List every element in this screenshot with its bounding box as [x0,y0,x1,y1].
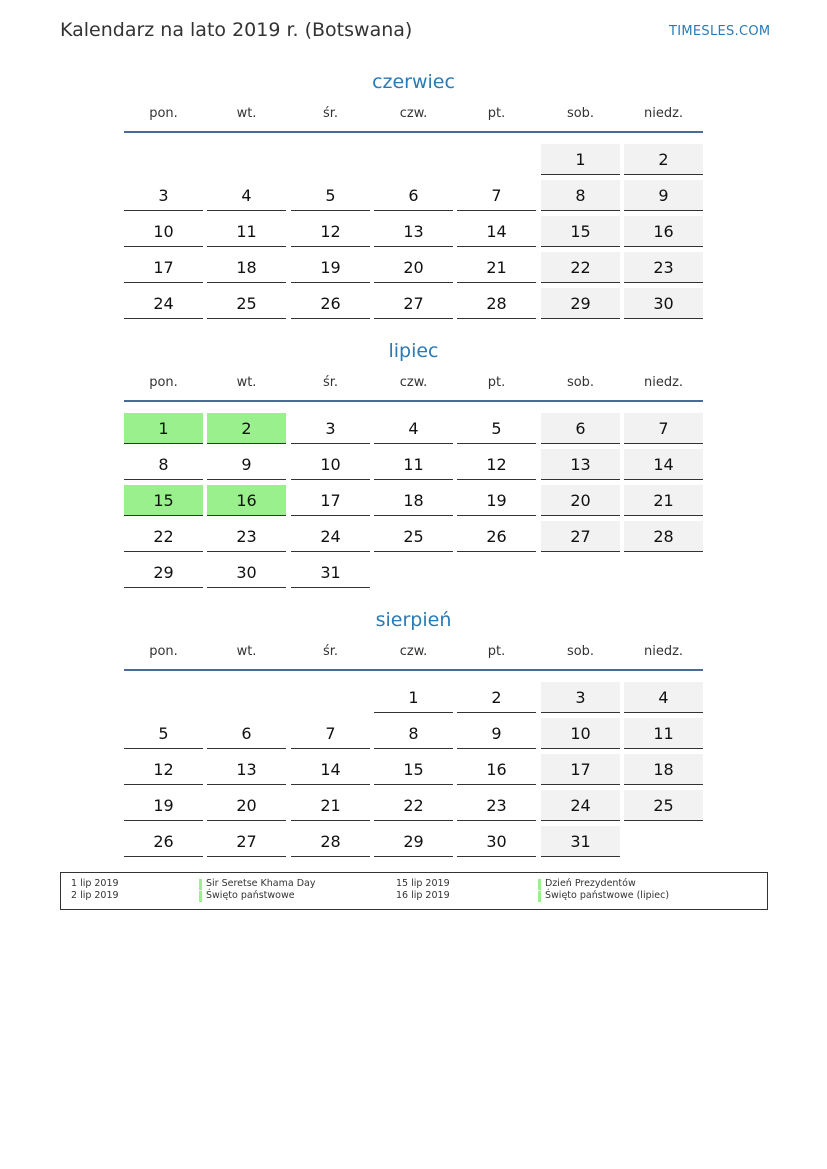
weekday-label: niedz. [643,644,684,659]
weekday-label: pt. [487,106,506,121]
header-rule [124,131,703,133]
weekday-header [124,106,703,126]
weekday-label: sob. [566,106,595,121]
legend-date: 2 lip 2019 [71,890,119,901]
day-cell: 16 [457,754,536,785]
day-cell: 7 [457,180,536,211]
header-rule [124,669,703,671]
month-name: sierpień [375,609,452,631]
legend-holiday-marker [538,879,541,890]
day-cell: 25 [624,790,703,821]
day-cell: 26 [457,521,536,552]
day-cell: 13 [541,449,620,480]
month-2 [124,608,703,851]
day-cell: 20 [207,790,286,821]
month-name: lipiec [388,340,439,362]
weekday-label: pt. [487,644,506,659]
legend-holiday-marker [199,879,202,890]
legend-holiday-name: Święto państwowe [206,890,295,901]
legend-date: 16 lip 2019 [396,890,450,901]
day-cell: 17 [124,252,203,283]
page-title: Kalendarz na lato 2019 r. (Botswana) [60,19,413,41]
day-cell: 31 [291,557,370,588]
day-cell: 8 [124,449,203,480]
day-cell: 13 [207,754,286,785]
month-1 [124,339,703,582]
day-cell: 8 [541,180,620,211]
day-cell: 23 [207,521,286,552]
day-cell: 18 [207,252,286,283]
weekday-header [124,644,703,664]
legend-holiday-marker [538,891,541,902]
day-cell: 10 [124,216,203,247]
weekday-label: czw. [399,644,428,659]
day-cell: 1 [541,144,620,175]
legend-holiday-name: Sir Seretse Khama Day [206,878,316,889]
day-cell: 2 [457,682,536,713]
day-cell: 21 [457,252,536,283]
day-cell: 4 [207,180,286,211]
day-cell: 29 [374,826,453,857]
day-cell: 11 [624,718,703,749]
day-cell: 26 [291,288,370,319]
day-cell: 9 [624,180,703,211]
month-0 [124,70,703,313]
day-cell: 19 [124,790,203,821]
day-cell: 28 [457,288,536,319]
day-cell: 19 [291,252,370,283]
day-cell: 28 [291,826,370,857]
holiday-legend [60,872,768,910]
weekday-label: niedz. [643,106,684,121]
legend-holiday-name: Święto państwowe (lipiec) [545,890,670,901]
day-cell: 14 [624,449,703,480]
day-cell: 14 [291,754,370,785]
day-cell: 12 [457,449,536,480]
day-cell: 30 [457,826,536,857]
day-cell: 20 [541,485,620,516]
day-cell: 28 [624,521,703,552]
day-cell: 5 [457,413,536,444]
weekday-label: wt. [236,106,257,121]
weekday-label: czw. [399,375,428,390]
day-cell: 14 [457,216,536,247]
day-cell: 18 [624,754,703,785]
day-cell: 6 [374,180,453,211]
day-cell: 22 [541,252,620,283]
legend-date: 1 lip 2019 [71,878,119,889]
day-cell: 10 [541,718,620,749]
day-cell: 17 [291,485,370,516]
header-rule [124,400,703,402]
day-cell: 15 [541,216,620,247]
day-cell: 15 [124,485,203,516]
weekday-label: śr. [322,106,339,121]
day-cell: 26 [124,826,203,857]
day-cell: 10 [291,449,370,480]
day-cell: 12 [291,216,370,247]
day-cell: 24 [291,521,370,552]
day-cell: 18 [374,485,453,516]
day-cell: 23 [624,252,703,283]
day-cell: 29 [124,557,203,588]
month-name: czerwiec [372,71,455,93]
day-cell: 30 [207,557,286,588]
weekday-header [124,375,703,395]
brand-link[interactable]: TIMESLES.COM [669,24,771,39]
day-cell: 27 [541,521,620,552]
day-cell: 21 [291,790,370,821]
legend-holiday-marker [199,891,202,902]
day-cell: 4 [624,682,703,713]
day-cell: 16 [207,485,286,516]
weekday-label: czw. [399,106,428,121]
day-cell: 11 [207,216,286,247]
day-cell: 2 [207,413,286,444]
day-cell: 24 [541,790,620,821]
day-cell: 31 [541,826,620,857]
weekday-label: pon. [149,106,178,121]
day-cell: 12 [124,754,203,785]
day-cell: 4 [374,413,453,444]
day-cell: 8 [374,718,453,749]
day-cell: 25 [374,521,453,552]
day-cell: 27 [374,288,453,319]
weekday-label: pt. [487,375,506,390]
day-cell: 2 [624,144,703,175]
day-cell: 27 [207,826,286,857]
day-cell: 20 [374,252,453,283]
legend-holiday-name: Dzień Prezydentów [545,878,636,889]
weekday-label: niedz. [643,375,684,390]
weekday-label: sob. [566,644,595,659]
weekday-label: śr. [322,375,339,390]
day-cell: 3 [124,180,203,211]
day-cell: 3 [291,413,370,444]
day-cell: 7 [291,718,370,749]
day-cell: 6 [207,718,286,749]
day-cell: 11 [374,449,453,480]
weekday-label: pon. [149,375,178,390]
day-cell: 9 [207,449,286,480]
weekday-label: wt. [236,644,257,659]
day-cell: 7 [624,413,703,444]
day-cell: 25 [207,288,286,319]
day-cell: 19 [457,485,536,516]
day-cell: 6 [541,413,620,444]
day-cell: 22 [124,521,203,552]
day-cell: 23 [457,790,536,821]
day-cell: 15 [374,754,453,785]
day-cell: 29 [541,288,620,319]
day-cell: 21 [624,485,703,516]
weekday-label: wt. [236,375,257,390]
weekday-label: śr. [322,644,339,659]
day-cell: 17 [541,754,620,785]
day-cell: 5 [124,718,203,749]
day-cell: 1 [124,413,203,444]
day-cell: 13 [374,216,453,247]
day-cell: 22 [374,790,453,821]
day-cell: 24 [124,288,203,319]
weekday-label: pon. [149,644,178,659]
day-cell: 3 [541,682,620,713]
day-cell: 5 [291,180,370,211]
day-cell: 9 [457,718,536,749]
day-cell: 30 [624,288,703,319]
weekday-label: sob. [566,375,595,390]
legend-date: 15 lip 2019 [396,878,450,889]
day-cell: 1 [374,682,453,713]
day-cell: 16 [624,216,703,247]
